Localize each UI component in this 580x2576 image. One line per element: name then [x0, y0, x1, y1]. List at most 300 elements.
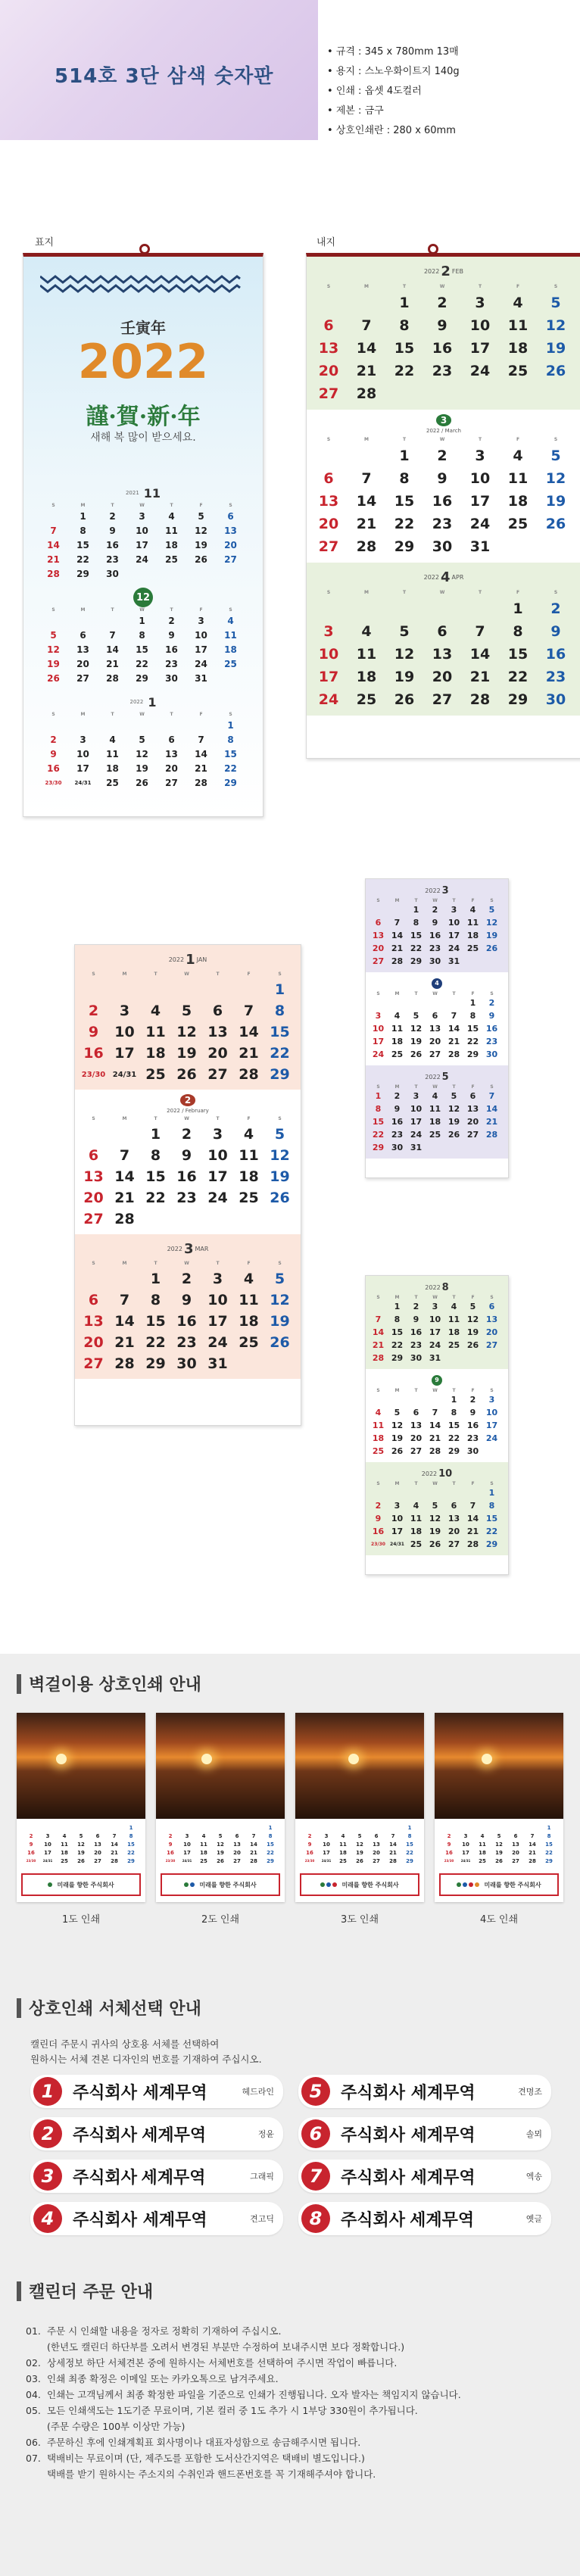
date-cell: 12 — [176, 1024, 197, 1040]
date-cell: 9 — [437, 470, 447, 487]
week-row — [23, 1848, 139, 1857]
weekday-label: T — [170, 712, 173, 717]
date-cell: 1 — [407, 1824, 412, 1831]
date-cell: 4 — [361, 623, 372, 640]
week-row — [301, 1857, 418, 1865]
weekday-label: T — [402, 283, 407, 289]
date-cell: 26 — [47, 672, 60, 684]
month-section — [75, 1090, 301, 1234]
date-cell: 6 — [80, 629, 86, 641]
date-cell: 26 — [391, 1446, 404, 1456]
date-cell — [318, 1823, 335, 1832]
date-cell: 20 — [83, 1190, 104, 1206]
week-row — [369, 1486, 501, 1499]
weekday-label: S — [376, 1294, 380, 1300]
week-row — [39, 642, 245, 656]
weekday-label: M — [394, 1294, 400, 1300]
weekday-row — [310, 281, 575, 292]
date-cell: 2 — [181, 1271, 192, 1287]
font-name: 옛글 — [525, 2214, 542, 2224]
weekday-label: M — [80, 712, 86, 717]
date-cell: 17 — [462, 1849, 469, 1856]
weekday-label: S — [376, 1480, 380, 1486]
date-cell: 23 — [106, 554, 119, 565]
date-cell: 26 — [485, 943, 498, 953]
date-cell: 19 — [447, 1117, 460, 1127]
date-cell — [461, 597, 499, 620]
date-cell: 20 — [466, 1117, 479, 1127]
date-cell: 27 — [410, 1446, 423, 1456]
date-cell: 22 — [372, 1130, 385, 1140]
title-bar — [17, 1674, 21, 1694]
date-cell: 13 — [83, 1313, 104, 1330]
date-cell: 27 — [165, 777, 178, 788]
date-cell: 31 — [469, 538, 491, 555]
date-cell: 30 — [485, 1049, 498, 1059]
date-cell: 2 — [375, 1501, 382, 1511]
date-cell: 23/30 — [45, 779, 62, 786]
date-cell: 24/31 — [42, 1859, 53, 1863]
date-cell: 15 — [270, 1024, 290, 1040]
date-cell: 14 — [447, 1024, 460, 1034]
date-cell: 8 — [451, 1408, 457, 1417]
date-cell: 28 — [195, 777, 207, 788]
date-cell — [369, 1393, 388, 1406]
date-cell: 26 — [394, 691, 415, 708]
date-cell: 25 — [61, 1857, 68, 1864]
date-cell — [78, 979, 109, 1000]
week-row — [78, 1353, 295, 1374]
font-option[interactable] — [30, 2075, 283, 2108]
weekday-label: S — [229, 503, 232, 508]
date-cell: 11 — [356, 646, 377, 663]
date-cell: 22 — [406, 1849, 413, 1856]
date-cell — [368, 1823, 385, 1832]
weekday-label: W — [439, 283, 445, 289]
date-cell: 1 — [129, 1824, 133, 1831]
date-cell: 1 — [451, 1395, 457, 1405]
date-cell: 10 — [207, 1147, 228, 1164]
imprint-box — [300, 1873, 419, 1896]
week-row — [369, 942, 501, 955]
font-option-number: 6 — [301, 2119, 330, 2148]
date-cell: 15 — [145, 1168, 166, 1185]
date-cell: 4 — [513, 295, 523, 311]
note-text: 주문하신 후에 인쇄계획표 회사명이나 대표자성함으로 송금해주시면 됩니다. — [47, 2437, 361, 2448]
date-cell: 3 — [324, 1832, 329, 1839]
date-cell — [335, 1823, 351, 1832]
date-cell: 22 — [394, 516, 415, 532]
weekday-label: S — [51, 503, 55, 508]
date-cell: 29 — [485, 1539, 498, 1549]
cover-label: 표지 — [35, 237, 55, 248]
date-cell — [212, 1823, 229, 1832]
date-cell — [463, 1352, 482, 1364]
date-cell: 26 — [176, 1066, 197, 1083]
mini-calendar — [301, 1823, 418, 1865]
date-cell: 21 — [111, 1849, 118, 1856]
weekday-label: T — [478, 283, 482, 289]
date-cell — [233, 979, 264, 1000]
weekday-row — [39, 607, 245, 613]
date-cell — [444, 996, 463, 1009]
date-cell: 4 — [109, 734, 116, 745]
date-cell — [310, 597, 348, 620]
week-row — [23, 1832, 139, 1840]
date-cell: 25 — [339, 1857, 347, 1864]
weekday-label: F — [199, 712, 203, 717]
date-cell: 12 — [195, 525, 207, 536]
order-note — [26, 2323, 571, 2339]
date-cell: 17 — [183, 1849, 191, 1856]
date-cell: 18 — [145, 1045, 166, 1062]
date-cell — [423, 382, 461, 405]
date-cell — [463, 1486, 482, 1499]
week-row — [78, 1290, 295, 1311]
font-name: 엑송 — [525, 2172, 542, 2181]
weekday-label: W — [432, 1387, 438, 1393]
date-cell: 16 — [27, 1849, 35, 1856]
date-cell: 15 — [394, 340, 415, 357]
date-cell: 17 — [44, 1849, 51, 1856]
date-cell: 22 — [447, 1433, 460, 1443]
week-row — [162, 1832, 279, 1840]
date-grid — [369, 1480, 501, 1551]
date-cell: 11 — [339, 1841, 347, 1848]
date-cell: 22 — [391, 1340, 404, 1350]
date-cell: 12 — [136, 748, 148, 759]
date-cell: 4 — [243, 1126, 254, 1143]
landscape-photo — [156, 1713, 285, 1819]
weekday-row — [78, 969, 295, 979]
date-cell: 29 — [127, 1857, 135, 1864]
date-cell: 5 — [357, 1832, 362, 1839]
date-cell: 18 — [224, 644, 237, 655]
weekday-label: T — [216, 971, 220, 977]
date-cell: 30 — [545, 691, 566, 708]
date-cell: 29 — [545, 1857, 553, 1864]
date-cell: 20 — [485, 1327, 498, 1337]
date-cell: 6 — [323, 470, 334, 487]
font-option[interactable] — [298, 2160, 551, 2193]
weekday-label: T — [452, 1294, 456, 1300]
month-badge: 3 — [436, 414, 452, 426]
font-option[interactable] — [298, 2202, 551, 2235]
date-cell: 12 — [466, 1315, 479, 1324]
date-cell: 16 — [83, 1045, 104, 1062]
weekday-label: M — [394, 1387, 400, 1393]
date-cell: 9 — [394, 1104, 401, 1114]
date-cell: 17 — [391, 1527, 404, 1536]
month-badge: 12 — [133, 588, 153, 607]
sun-graphic — [482, 1754, 492, 1764]
ink-dot — [475, 1882, 479, 1887]
date-cell: 14 — [356, 493, 377, 510]
date-cell: 10 — [469, 470, 491, 487]
date-cell: 1 — [413, 905, 419, 915]
greeting-korean: 새해 복 많이 받으세요. — [90, 432, 196, 444]
mini-month — [39, 588, 248, 685]
date-cell: 21 — [389, 1849, 397, 1856]
date-cell: 7 — [243, 1003, 254, 1019]
month-number: 3 — [441, 884, 449, 897]
date-cell: 6 — [323, 317, 334, 334]
week-row — [369, 903, 501, 916]
date-cell: 2 — [488, 998, 495, 1008]
date-cell: 12 — [394, 646, 415, 663]
date-cell: 9 — [437, 317, 447, 334]
week-row — [369, 1009, 501, 1022]
date-cell — [216, 671, 245, 685]
date-cell: 7 — [119, 1147, 130, 1164]
date-cell: 15 — [406, 1841, 413, 1848]
date-cell: 26 — [77, 1857, 85, 1864]
weekday-label: S — [51, 607, 55, 613]
date-cell — [463, 955, 482, 968]
weekday-label: S — [376, 1387, 380, 1393]
date-cell: 10 — [391, 1514, 404, 1523]
date-cell: 11 — [429, 1104, 441, 1114]
date-cell: 26 — [545, 363, 566, 379]
date-cell: 12 — [47, 644, 60, 655]
date-cell — [426, 1141, 444, 1154]
week-row — [369, 1090, 501, 1102]
sun-graphic — [201, 1754, 212, 1764]
week-row — [369, 1035, 501, 1048]
date-cell — [444, 1352, 463, 1364]
imprint-section-title — [17, 1672, 201, 1695]
week-row — [310, 314, 575, 337]
date-cell: 16 — [106, 539, 119, 550]
font-option[interactable] — [30, 2117, 283, 2150]
date-cell — [157, 718, 186, 732]
week-row — [162, 1857, 279, 1865]
date-cell: 27 — [447, 1539, 460, 1549]
date-cell: 10 — [447, 918, 460, 928]
date-cell — [162, 1823, 179, 1832]
date-cell: 31 — [429, 1353, 441, 1363]
date-cell — [202, 1208, 233, 1230]
date-cell: 12 — [270, 1292, 290, 1308]
date-cell: 12 — [495, 1841, 503, 1848]
date-cell: 25 — [165, 554, 178, 565]
weekday-row — [78, 1258, 295, 1268]
weekday-label: S — [92, 1261, 95, 1266]
date-cell: 9 — [168, 1841, 173, 1848]
date-cell: 10 — [44, 1841, 51, 1848]
weekday-label: M — [364, 283, 369, 289]
date-cell: 12 — [429, 1514, 441, 1523]
date-cell: 20 — [233, 1849, 241, 1856]
date-cell: 19 — [495, 1849, 503, 1856]
date-cell: 16 — [410, 1327, 423, 1337]
date-cell: 9 — [447, 1841, 451, 1848]
landscape-photo — [17, 1713, 145, 1819]
month-header — [78, 950, 298, 969]
date-cell: 1 — [399, 295, 410, 311]
ink-dot — [48, 1882, 52, 1887]
greeting-hanja: 謹·賀·新·年 — [86, 404, 201, 430]
date-cell: 9 — [375, 1514, 382, 1523]
weekday-label: F — [471, 1480, 475, 1486]
font-option[interactable] — [298, 2117, 551, 2150]
date-cell: 3 — [451, 905, 457, 915]
date-cell — [444, 1141, 463, 1154]
date-cell — [39, 509, 68, 523]
font-name: 솔뫼 — [525, 2129, 542, 2139]
date-cell: 28 — [429, 1446, 441, 1456]
date-grid — [310, 434, 575, 558]
date-cell: 5 — [399, 623, 410, 640]
date-cell — [39, 718, 68, 732]
date-cell: 13 — [76, 644, 89, 655]
date-cell: 22 — [466, 1037, 479, 1046]
note-number: 07. — [26, 2453, 41, 2464]
date-cell: 8 — [469, 1011, 476, 1021]
date-cell: 7 — [119, 1292, 130, 1308]
week-row — [310, 360, 575, 382]
week-row — [369, 1128, 501, 1141]
date-cell: 13 — [94, 1841, 101, 1848]
date-cell: 4 — [341, 1832, 345, 1839]
date-cell: 18 — [165, 539, 178, 550]
week-row — [310, 337, 575, 360]
week-row — [369, 1512, 501, 1525]
font-option[interactable] — [30, 2202, 283, 2235]
week-row — [301, 1848, 418, 1857]
week-row — [310, 643, 575, 666]
date-cell: 8 — [547, 1832, 551, 1839]
weekday-label: W — [432, 1480, 438, 1486]
imprint-text: 미래를 향한 주식회사 — [484, 1881, 541, 1888]
month-number: 8 — [441, 1281, 449, 1293]
date-cell: 23 — [432, 363, 453, 379]
ink-dot — [184, 1882, 189, 1887]
date-cell: 14 — [485, 1104, 498, 1114]
date-cell: 7 — [109, 629, 116, 641]
date-cell — [171, 1208, 202, 1230]
week-row — [369, 996, 501, 1009]
date-cell: 25 — [429, 1130, 441, 1140]
font-sample-text: 주식회사 세계무역 — [73, 2083, 207, 2103]
weekday-label: W — [139, 712, 145, 717]
date-cell: 16 — [466, 1421, 479, 1430]
font-name: 헤드라인 — [242, 2087, 274, 2097]
font-option[interactable] — [298, 2075, 551, 2108]
date-cell: 2 — [168, 615, 175, 626]
date-cell: 18 — [356, 669, 377, 685]
date-cell: 29 — [270, 1066, 290, 1083]
month-number: 3 — [183, 1240, 194, 1257]
date-cell: 19 — [391, 1433, 404, 1443]
date-cell: 3 — [323, 623, 334, 640]
weekday-label: S — [326, 283, 331, 289]
date-cell: 19 — [394, 669, 415, 685]
date-cell: 29 — [394, 538, 415, 555]
date-cell: 26 — [195, 554, 207, 565]
weekday-label: T — [402, 589, 407, 595]
weekday-label: S — [92, 1116, 95, 1121]
weekday-row — [369, 897, 501, 903]
date-cell — [348, 444, 385, 467]
date-cell — [73, 1823, 89, 1832]
sun-graphic — [348, 1754, 359, 1764]
imprint-option-label: 2도 인쇄 — [201, 1914, 240, 1926]
date-cell: 11 — [106, 748, 119, 759]
date-cell: 3 — [488, 1395, 495, 1405]
date-cell: 14 — [466, 1514, 479, 1523]
weekday-label: S — [229, 607, 232, 613]
note-number: 02. — [26, 2357, 41, 2369]
weekday-label: T — [154, 1261, 157, 1266]
imprint-option-label: 4도 인쇄 — [479, 1914, 519, 1926]
mini-month-number: 11 — [143, 485, 161, 501]
date-cell: 6 — [88, 1292, 99, 1308]
date-cell: 13 — [165, 748, 178, 759]
date-cell: 10 — [469, 317, 491, 334]
date-cell: 1 — [227, 719, 234, 731]
ganji-text: 壬寅年 — [120, 319, 166, 337]
weekday-label: M — [394, 990, 400, 996]
date-cell: 4 — [168, 510, 175, 522]
imprint-box — [21, 1873, 141, 1896]
date-cell: 1 — [80, 510, 86, 522]
date-cell: 3 — [212, 1126, 223, 1143]
ink-dot — [463, 1882, 467, 1887]
date-grid — [23, 1823, 139, 1865]
week-row — [39, 566, 245, 581]
date-cell: 29 — [391, 1353, 404, 1363]
weekday-label: W — [139, 607, 145, 613]
date-cell: 7 — [50, 525, 57, 536]
date-cell: 17 — [429, 1327, 441, 1337]
imprint-title-text: 벽걸이용 상호인쇄 안내 — [29, 1676, 201, 1695]
mini-month — [39, 484, 248, 581]
date-cell: 2 — [168, 1832, 173, 1839]
date-cell: 28 — [239, 1066, 259, 1083]
date-cell: 27 — [432, 691, 453, 708]
date-cell: 22 — [507, 669, 529, 685]
mini-month-header — [39, 693, 248, 711]
date-cell: 5 — [550, 295, 561, 311]
date-cell: 20 — [432, 669, 453, 685]
title-bar — [17, 1998, 21, 2018]
weekday-label: F — [516, 589, 520, 595]
weekday-label: T — [216, 1116, 220, 1121]
font-name: 견고딕 — [250, 2214, 274, 2224]
date-cell: 25 — [391, 1049, 404, 1059]
month-eng: FEB — [451, 267, 464, 275]
cover-calendar — [23, 253, 263, 817]
font-name: 그래픽 — [250, 2172, 274, 2181]
font-option-number: 2 — [33, 2119, 62, 2148]
date-cell: 27 — [512, 1857, 519, 1864]
date-cell: 29 — [466, 1049, 479, 1059]
font-option[interactable] — [30, 2160, 283, 2193]
date-cell: 19 — [466, 1327, 479, 1337]
date-cell: 17 — [207, 1313, 228, 1330]
date-cell: 22 — [76, 554, 89, 565]
date-cell: 1 — [150, 1271, 161, 1287]
date-grid — [39, 607, 245, 685]
weekday-label: W — [432, 897, 438, 903]
font-option-number: 7 — [301, 2162, 330, 2191]
date-cell: 17 — [372, 1037, 385, 1046]
date-cell: 16 — [176, 1168, 197, 1185]
week-row — [78, 1208, 295, 1230]
inner-calendar — [306, 253, 580, 759]
weekday-label: W — [184, 1116, 189, 1121]
